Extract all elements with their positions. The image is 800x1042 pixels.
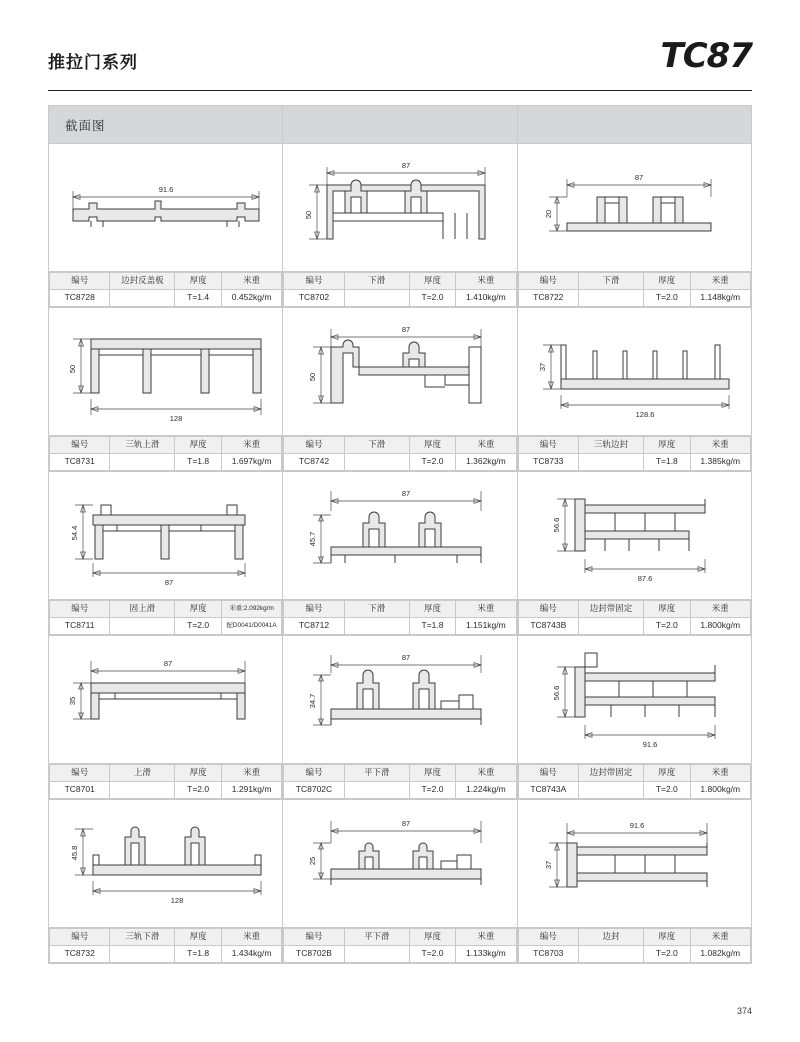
spec-weight-tc8722: 1.148kg/m (690, 290, 750, 307)
dim-left-tc8743b: 56.6 (552, 517, 562, 532)
drawing-cell-tc8702 (283, 144, 517, 272)
spec-header-thickness: 厚度 (409, 273, 455, 290)
spec-name-tc8732: 三轨下滑 (110, 929, 175, 946)
drawing-row-4 (49, 636, 752, 764)
spec-weight-tc8728: 0.452kg/m (221, 290, 281, 307)
dim-left-tc8702: 50 (303, 210, 313, 219)
spec-thickness-tc8732: T=1.8 (175, 946, 221, 963)
spec-header-weight: 米重 (690, 601, 750, 618)
spec-name-blank (344, 454, 409, 471)
spec-name-blank (110, 290, 175, 307)
dim-top-tc8702: 87 (401, 160, 411, 170)
spec-name-blank (579, 290, 644, 307)
dim-top-tc8703: 91.6 (629, 820, 645, 830)
band-label: 截面图 (65, 118, 106, 133)
spec-weight-tc8712: 1.151kg/m (456, 618, 516, 635)
spec-weight-tc8731: 1.697kg/m (221, 454, 281, 471)
spec-header-code: 编号 (518, 273, 578, 290)
spec-header-thickness: 厚度 (175, 601, 221, 618)
spec-weight-tc8743b: 1.800kg/m (690, 618, 750, 635)
spec-name-tc8728: 边封反盖板 (110, 273, 175, 290)
dim-left-tc8722: 20 (544, 209, 554, 218)
spec-name-tc8702c: 平下滑 (344, 765, 409, 782)
profile-table (48, 105, 752, 964)
spec-code-tc8733: TC8733 (518, 454, 578, 471)
spec-row-1 (49, 272, 752, 308)
spec-header-thickness: 厚度 (175, 765, 221, 782)
spec-name-blank (344, 618, 409, 635)
page-header (0, 36, 800, 92)
spec-cell-tc8711 (49, 600, 283, 636)
band-cell-empty-1 (283, 106, 517, 144)
dim-left-tc8733: 37 (538, 362, 548, 371)
spec-name-blank (344, 946, 409, 963)
dim-left-tc8702b: 25 (307, 856, 317, 865)
band-cell-empty-2 (517, 106, 751, 144)
drawing-cell-tc8712 (283, 472, 517, 600)
drawing-row-3 (49, 472, 752, 600)
dim-top-tc8712: 87 (401, 488, 411, 498)
spec-thickness-tc8731: T=1.8 (175, 454, 221, 471)
spec-cell-tc8742 (283, 436, 517, 472)
spec-cell-tc8731 (49, 436, 283, 472)
spec-thickness-tc8711: T=2.0 (175, 618, 221, 635)
spec-header-weight: 米重 (456, 273, 516, 290)
spec-name-blank (110, 782, 175, 799)
spec-name-tc8702b: 平下滑 (344, 929, 409, 946)
spec-header-thickness: 厚度 (644, 765, 690, 782)
dim-left-tc8701: 35 (67, 696, 77, 705)
spec-weight-tc8732: 1.434kg/m (221, 946, 281, 963)
spec-code-tc8703: TC8703 (518, 946, 578, 963)
drawing-cell-tc8711 (49, 472, 283, 600)
spec-header-code: 编号 (284, 929, 344, 946)
spec-name-tc8702: 下滑 (344, 273, 409, 290)
drawing-cell-tc8702c (283, 636, 517, 764)
spec-name-tc8733: 三轨边封 (579, 437, 644, 454)
drawing-row-5 (49, 800, 752, 928)
spec-header-thickness: 厚度 (409, 929, 455, 946)
spec-weight-tc8743a: 1.800kg/m (690, 782, 750, 799)
dim-top-tc8702c: 87 (401, 652, 411, 662)
spec-thickness-tc8702b: T=2.0 (409, 946, 455, 963)
page-title: 推拉门系列 (48, 53, 138, 72)
dim-left-tc8702c: 34.7 (307, 693, 317, 708)
drawing-cell-tc8732 (49, 800, 283, 928)
header-divider (48, 90, 752, 91)
spec-code-tc8712: TC8712 (284, 618, 344, 635)
spec-thickness-tc8712: T=1.8 (409, 618, 455, 635)
band-cell-section-view (49, 106, 283, 144)
spec-header-thickness: 厚度 (175, 437, 221, 454)
dim-left-tc8742: 50 (307, 372, 317, 381)
spec-weight-value-tc8711: 米重:2.092kg/m (229, 605, 274, 612)
dim-left-tc8743a: 56.6 (552, 685, 562, 700)
spec-header-weight: 米重 (221, 437, 281, 454)
spec-weight-tc8703: 1.082kg/m (690, 946, 750, 963)
spec-header-weight: 米重 (456, 437, 516, 454)
spec-header-thickness: 厚度 (644, 929, 690, 946)
table-band-row (49, 106, 752, 144)
spec-name-blank (110, 454, 175, 471)
spec-thickness-tc8722: T=2.0 (644, 290, 690, 307)
drawing-row-1 (49, 144, 752, 272)
dim-bottom-tc8743b: 87.6 (637, 573, 653, 583)
spec-code-tc8732: TC8732 (50, 946, 110, 963)
spec-header-code: 编号 (284, 765, 344, 782)
dim-top-tc8742: 87 (401, 324, 411, 334)
spec-cell-tc8728 (49, 272, 283, 308)
spec-code-tc8743a: TC8743A (518, 782, 578, 799)
spec-thickness-tc8743a: T=2.0 (644, 782, 690, 799)
spec-row-2 (49, 436, 752, 472)
spec-name-blank (579, 946, 644, 963)
spec-weight-sub-text: 配D0041/D0041A (226, 622, 277, 629)
spec-weight-tc8701: 1.291kg/m (221, 782, 281, 799)
spec-code-tc8731: TC8731 (50, 454, 110, 471)
drawing-cell-tc8733 (517, 308, 751, 436)
spec-weight-note-tc8711 (221, 601, 281, 618)
spec-name-tc8703: 边封 (579, 929, 644, 946)
spec-weight-sub-tc8711 (221, 618, 281, 635)
spec-header-weight: 米重 (690, 273, 750, 290)
dim-left-tc8712: 45.7 (307, 531, 317, 546)
spec-cell-tc8702 (283, 272, 517, 308)
dim-bottom-tc8743a: 91.6 (642, 739, 658, 749)
drawing-cell-tc8743b (517, 472, 751, 600)
spec-code-tc8701: TC8701 (50, 782, 110, 799)
spec-header-weight: 米重 (221, 273, 281, 290)
spec-header-code: 编号 (518, 437, 578, 454)
drawing-cell-tc8703 (517, 800, 751, 928)
spec-name-blank (579, 618, 644, 635)
drawing-cell-tc8728 (49, 144, 283, 272)
spec-thickness-tc8703: T=2.0 (644, 946, 690, 963)
spec-header-weight: 米重 (690, 765, 750, 782)
drawing-cell-tc8701 (49, 636, 283, 764)
spec-name-blank (110, 946, 175, 963)
spec-cell-tc8712 (283, 600, 517, 636)
spec-weight-tc8733: 1.385kg/m (690, 454, 750, 471)
spec-code-tc8742: TC8742 (284, 454, 344, 471)
dim-left-tc8732: 45.8 (69, 845, 79, 860)
spec-header-weight: 米重 (221, 765, 281, 782)
spec-cell-tc8732 (49, 928, 283, 964)
dim-bottom-tc8733: 128.6 (635, 409, 655, 419)
spec-code-tc8702: TC8702 (284, 290, 344, 307)
spec-header-weight: 米重 (690, 929, 750, 946)
spec-cell-tc8701 (49, 764, 283, 800)
spec-header-weight: 米重 (221, 929, 281, 946)
spec-header-code: 编号 (284, 273, 344, 290)
spec-header-code: 编号 (50, 437, 110, 454)
spec-header-thickness: 厚度 (644, 601, 690, 618)
spec-code-tc8722: TC8722 (518, 290, 578, 307)
drawing-cell-tc8722 (517, 144, 751, 272)
spec-code-tc8743b: TC8743B (518, 618, 578, 635)
series-code: TC87 (660, 36, 752, 76)
spec-row-4 (49, 764, 752, 800)
dim-top-tc8702b: 87 (401, 818, 411, 828)
dim-top-tc8722: 87 (635, 172, 644, 182)
drawing-cell-tc8731 (49, 308, 283, 436)
spec-header-code: 编号 (284, 601, 344, 618)
dim-left-tc8711: 54.4 (69, 525, 79, 540)
spec-weight-tc8742: 1.362kg/m (456, 454, 516, 471)
spec-header-weight: 米重 (456, 929, 516, 946)
spec-header-weight: 米重 (690, 437, 750, 454)
spec-header-code: 编号 (518, 929, 578, 946)
spec-cell-tc8702b (283, 928, 517, 964)
spec-header-code: 编号 (50, 929, 110, 946)
spec-header-thickness: 厚度 (644, 437, 690, 454)
spec-name-tc8712: 下滑 (344, 601, 409, 618)
drawing-cell-tc8702b (283, 800, 517, 928)
spec-name-tc8742: 下滑 (344, 437, 409, 454)
spec-code-tc8728: TC8728 (50, 290, 110, 307)
spec-cell-tc8703 (517, 928, 751, 964)
spec-header-thickness: 厚度 (409, 437, 455, 454)
spec-name-blank (579, 782, 644, 799)
dim-left-tc8731: 50 (67, 364, 77, 373)
spec-header-code: 编号 (50, 601, 110, 618)
spec-header-thickness: 厚度 (644, 273, 690, 290)
dim-bottom-tc8731: 128 (169, 413, 182, 423)
spec-header-code: 编号 (284, 437, 344, 454)
dim-bottom-tc8732: 128 (170, 895, 183, 905)
spec-thickness-tc8702c: T=2.0 (409, 782, 455, 799)
spec-name-tc8731: 三轨上滑 (110, 437, 175, 454)
spec-code-tc8711: TC8711 (50, 618, 110, 635)
spec-row-5 (49, 928, 752, 964)
spec-header-code: 编号 (518, 601, 578, 618)
spec-name-tc8701: 上滑 (110, 765, 175, 782)
drawing-row-2 (49, 308, 752, 436)
spec-row-3 (49, 600, 752, 636)
spec-weight-tc8702: 1.410kg/m (456, 290, 516, 307)
spec-weight-tc8702c: 1.224kg/m (456, 782, 516, 799)
spec-name-blank (344, 290, 409, 307)
spec-header-weight: 米重 (456, 765, 516, 782)
spec-name-blank (579, 454, 644, 471)
spec-thickness-tc8702: T=2.0 (409, 290, 455, 307)
spec-weight-tc8702b: 1.133kg/m (456, 946, 516, 963)
spec-thickness-tc8728: T=1.4 (175, 290, 221, 307)
spec-cell-tc8743a (517, 764, 751, 800)
spec-name-tc8743a: 边封带固定 (579, 765, 644, 782)
spec-header-code: 编号 (50, 765, 110, 782)
spec-thickness-tc8742: T=2.0 (409, 454, 455, 471)
spec-cell-tc8743b (517, 600, 751, 636)
spec-name-tc8722: 下滑 (579, 273, 644, 290)
spec-thickness-tc8701: T=2.0 (175, 782, 221, 799)
dim-left-tc8703: 37 (544, 860, 554, 869)
spec-header-thickness: 厚度 (175, 273, 221, 290)
spec-code-tc8702c: TC8702C (284, 782, 344, 799)
drawing-cell-tc8743a (517, 636, 751, 764)
spec-name-tc8711: 固上滑 (110, 601, 175, 618)
spec-header-code: 编号 (50, 273, 110, 290)
dim-bottom-tc8711: 87 (164, 577, 173, 587)
spec-header-thickness: 厚度 (175, 929, 221, 946)
spec-name-tc8743b: 边封带固定 (579, 601, 644, 618)
dim-top-tc8728: 91.6 (158, 184, 173, 194)
spec-header-weight: 米重 (456, 601, 516, 618)
spec-cell-tc8722 (517, 272, 751, 308)
spec-name-blank (110, 618, 175, 635)
spec-thickness-tc8733: T=1.8 (644, 454, 690, 471)
spec-header-thickness: 厚度 (409, 765, 455, 782)
spec-header-thickness: 厚度 (409, 601, 455, 618)
spec-name-blank (344, 782, 409, 799)
spec-code-tc8702b: TC8702B (284, 946, 344, 963)
spec-cell-tc8733 (517, 436, 751, 472)
spec-cell-tc8702c (283, 764, 517, 800)
spec-header-code: 编号 (518, 765, 578, 782)
drawing-cell-tc8742 (283, 308, 517, 436)
dim-top-tc8701: 87 (163, 658, 172, 668)
spec-thickness-tc8743b: T=2.0 (644, 618, 690, 635)
page-number: 374 (736, 1006, 752, 1016)
